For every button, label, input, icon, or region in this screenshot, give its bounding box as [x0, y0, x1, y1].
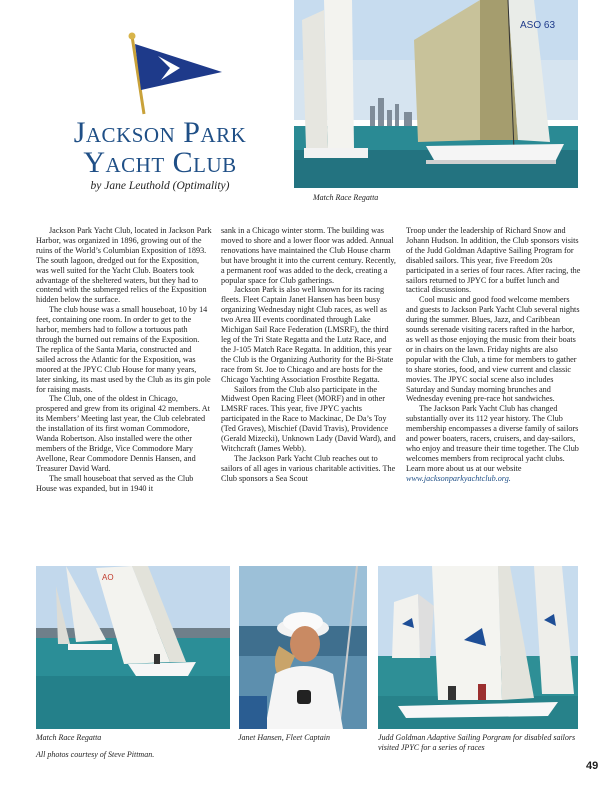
- paragraph: The small houseboat that served as the Club House was expanded, but in 1940 it: [36, 473, 194, 493]
- burgee-logo: [118, 30, 228, 120]
- column-1: [36, 226, 212, 493]
- caption-bottom-right: Judd Goldman Adaptive Sailing Porgram for disabled sailors visited JPYC for a series of races: [378, 733, 576, 752]
- sail-number: ASO 63: [520, 20, 556, 31]
- paragraph: Jackson Park Yacht Club, located in Jackson Park Harbor, was organized in 1896, growing out of the ruins of the World’s Columbian Exposition of 1893. The south lagoon, dredged out for the Exposition, was well suited for the Yacht Club. Boaters took advantage of the sheltered waters, but they had to contend with the submerged relics of the Exposition hidden below the surface.: [36, 226, 212, 305]
- photo-credits: All photos courtesy of Steve Pittman.: [36, 750, 155, 759]
- column-2: [221, 226, 397, 484]
- photo-match-race-top: [294, 0, 578, 188]
- photo-adaptive-sailing: [378, 566, 578, 729]
- page-number: 49: [586, 760, 599, 772]
- photo-fleet-captain: [239, 566, 367, 729]
- paragraph: Sailors from the Club also participate in the Midwest Open Racing Fleet (MORF) and in other LMSRF races. This year, five JPYC yachts participated in the Race to Mackinac, De Da’s Toy (Ted Graves), Mischief (David Travis), Providence (Gerald Mizecki), Unknown Lady (David Ward), and Witchcraft (James Webb).: [221, 384, 396, 453]
- byline: by Jane Leuthold (Optimality): [90, 180, 230, 192]
- title-line-2: Yacht Club: [83, 146, 237, 179]
- sail-number: AO: [102, 573, 114, 582]
- article-title: [40, 118, 280, 178]
- website-link[interactable]: www.jacksonparkyachtclub.org.: [406, 473, 511, 483]
- title-line-1: Jackson Park: [73, 116, 247, 149]
- caption-top: Match Race Regatta: [313, 193, 379, 202]
- paragraph: Jackson Park is also well known for its racing fleets. Fleet Captain Janet Hansen has been busy organizing Wednesday night Club races, as well as two Area III events coordinated through Lake Michigan Sail Race Federation (LMSRF), the third leg of the Tri State Regatta and the Lutz Race, and the J-105 Match Race Regatta. In addition, this year the Club is the Organizing Authority for the Bi-State race from St. Joe to Chicago and are hosts for the Chicago Yachting Association Frostbite Regatta.: [221, 285, 394, 384]
- paragraph: The Club, one of the oldest in Chicago, prospered and grew from its original 42 members. At its Members’ Meeting last year, the Club celebrated the installation of its first woman Commodore, Wanda Robertson. Also installed were the other members of the Bridge, Vice Commodore Mary Avellone, Rear Commodore Dennis Hansen, and Treasurer David Ward.: [36, 394, 210, 473]
- caption-bottom-left: Match Race Regatta: [36, 733, 102, 742]
- paragraph: The Jackson Park Yacht Club reaches out to sailors of all ages in various charitable activities. The Club sponsors a Sea Scout: [221, 453, 396, 483]
- paragraph: Troop under the leadership of Richard Snow and Johann Hudson. In addition, the Club sponsors visits of the Judd Goldman Adaptive Sailing Program for disabled sailors. This year, five Freedom 20s participated in a series of four races. After racing, the sailors returned to JPYC for a buffet lunch and tactical discussions.: [406, 226, 581, 295]
- paragraph: The club house was a small houseboat, 10 by 14 feet, containing one room. In order to get to the harbor, members had to follow a tortuous path through the burned out remains of the Exposition. The replica of the Santa Maria, constructed and sailed across the Atlantic for the Exposition, was moored at the JPYC Club House for many years, later sinking, its mast used by the Club as its gin pole for raising masts.: [36, 305, 211, 394]
- paragraph: The Jackson Park Yacht Club has changed substantially over its 112 year history. The Club membership encompasses a diverse family of sailors and power boaters, racers, cruisers, and day-sailors, who enjoy and treasure their time together. The Club welcomes members from reciprocal yacht clubs. Learn more about us at our website: [406, 404, 579, 473]
- column-3: [406, 226, 582, 484]
- paragraph: Cool music and good food welcome members and guests to Jackson Park Yacht Club several nights during the summer. Blues, Jazz, and Caribbean sounds serenade visiting racers rafted in the harbor, as well as those enjoying the music from their boats or in chairs on the lawn. Friday nights are also popular with the Club, a time for members to gather to share stories, food, and view current and classic movies. The JPYC social scene also includes Saturday and Sunday morning brunches and Wednesday evening pre-race hot sandwiches.: [406, 295, 580, 404]
- photo-match-race-bottom: [36, 566, 230, 729]
- caption-bottom-center: Janet Hansen, Fleet Captain: [238, 733, 330, 742]
- paragraph: sank in a Chicago winter storm. The building was moved to shore and a lower floor was added. Annual renovations have maintained the Club House charm but have brought it into the current century. Recently, a permanent roof was added to the deck, creating a popular space for Club gatherings.: [221, 226, 396, 285]
